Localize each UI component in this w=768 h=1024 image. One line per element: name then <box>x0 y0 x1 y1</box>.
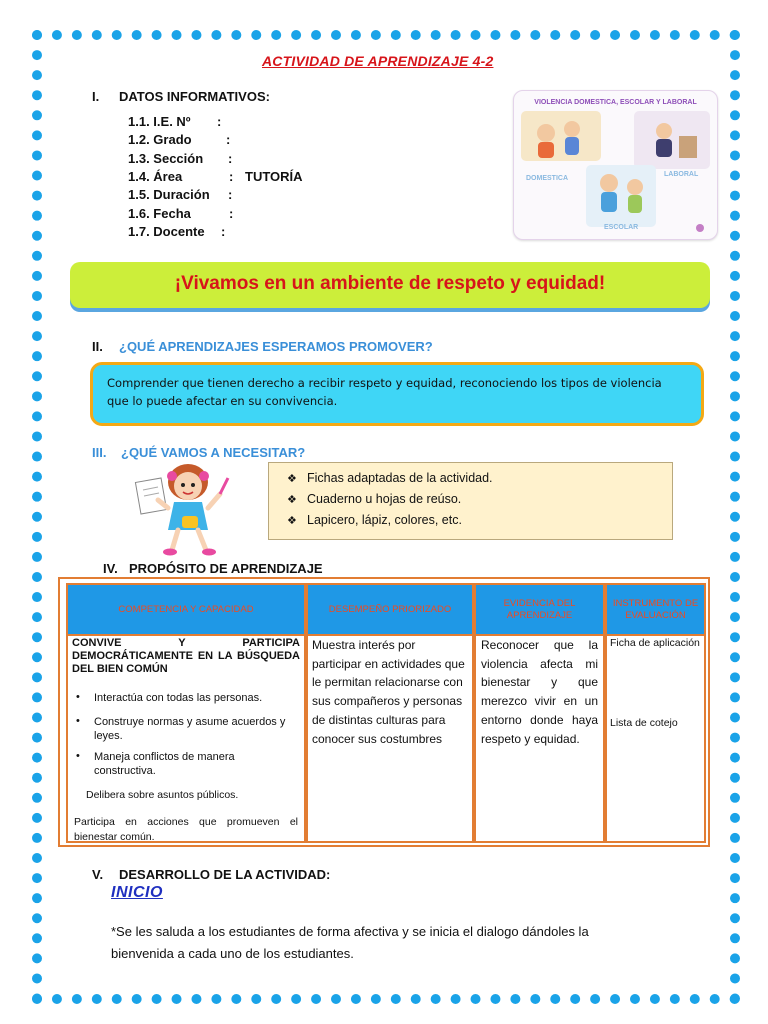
info-colon: : <box>221 224 226 239</box>
learning-goal-text: Comprender que tienen derecho a recibir respeto y equidad, reconociendo los tipos de violencia que lo puede afectar en su convivencia. <box>107 376 662 408</box>
illustration-caption: VIOLENCIA DOMESTICA, ESCOLAR Y LABORAL <box>534 99 697 106</box>
info-label: 1.4. Área <box>128 169 183 184</box>
purpose-table <box>58 577 710 847</box>
info-colon: : <box>229 206 234 221</box>
info-label: 1.2. Grado <box>128 132 192 147</box>
info-label: 1.3. Sección <box>128 151 204 166</box>
table-header-desempeno: DESEMPEÑO PRIORIZADO <box>306 583 474 636</box>
document-title: ACTIVIDAD DE APRENDIZAJE 4-2 <box>262 53 494 69</box>
girl-illustration <box>128 460 248 558</box>
participa-text: Participa en acciones que promueven el bienestar común. <box>74 816 298 843</box>
cell-instrumento <box>605 634 706 843</box>
section-2-number: II. <box>92 339 103 354</box>
materials-box <box>268 462 673 540</box>
section-4-number: IV. <box>103 561 118 576</box>
info-label: 1.7. Docente <box>128 224 205 239</box>
violence-types-illustration <box>513 90 718 240</box>
inicio-heading: INICIO <box>111 884 163 901</box>
learning-goal-box <box>90 362 704 426</box>
section-3-number: III. <box>92 445 107 460</box>
info-colon: : <box>226 132 231 147</box>
evidencia-text: Reconocer que la violencia afecta mi bienestar y que merezco vivir en un entorno donde haya respeto y equidad. <box>481 638 598 746</box>
list-item: ❖ Lapicero, lápiz, colores, etc. <box>287 513 462 527</box>
diamond-bullet-icon: ❖ <box>287 493 297 506</box>
table-header-competencia: COMPETENCIA Y CAPACIDAD <box>66 583 306 636</box>
capacidad-item: Interactúa con todas las personas. <box>94 692 263 704</box>
table-header-instrumento: INSTRUMENTO DE EVALUACIÓN <box>605 583 706 636</box>
inicio-paragraph: *Se les saluda a los estudiantes de forma afectiva y se inicia el dialogo dándoles la bienvenida a cada uno de los estudiantes. <box>111 924 589 961</box>
diamond-bullet-icon: ❖ <box>287 514 297 527</box>
bullet-icon: • <box>76 750 80 762</box>
info-value: TUTORÍA <box>245 169 303 184</box>
section-1-number: I. <box>92 89 100 104</box>
illustration-tag-escolar: ESCOLAR <box>604 224 639 231</box>
bullet-icon: • <box>76 715 80 727</box>
list-item: ❖ Cuaderno u hojas de reúso. <box>287 492 462 506</box>
section-3-title: ¿QUÉ VAMOS A NECESITAR? <box>121 445 306 460</box>
capacidad-item: Maneja conflictos de manera constructiva. <box>94 751 235 777</box>
info-colon: : <box>217 114 222 129</box>
activity-banner: ¡Vivamos en un ambiente de respeto y equidad! <box>70 262 710 308</box>
illustration-tag-laboral: LABORAL <box>664 171 699 178</box>
instrumento-ficha: Ficha de aplicación <box>610 637 700 649</box>
info-label: 1.5. Duración <box>128 187 210 202</box>
info-label: 1.6. Fecha <box>128 206 191 221</box>
info-label: 1.1. I.E. Nº <box>128 114 191 129</box>
competencia-title: CONVIVE Y PARTICIPA DEMOCRÁTICAMENTE EN LA BÚSQUEDA DEL BIEN COMÚN <box>72 637 300 675</box>
section-4-title: PROPÓSITO DE APRENDIZAJE <box>129 561 323 576</box>
desempeno-text: Muestra interés por participar en actividades que le permitan relacionarse con sus compañeros y personas de distintas culturas para conocer sus costumbres <box>312 638 465 746</box>
section-5-number: V. <box>92 867 104 882</box>
cell-desempeno <box>306 634 474 843</box>
capacidad-item: Construye normas y asume acuerdos y leyes. <box>94 716 286 742</box>
section-2-title: ¿QUÉ APRENDIZAJES ESPERAMOS PROMOVER? <box>119 339 433 354</box>
delibera-text: Delibera sobre asuntos públicos. <box>86 789 239 801</box>
info-colon: : <box>229 169 234 184</box>
list-item: ❖ Fichas adaptadas de la actividad. <box>287 471 493 485</box>
table-header-evidencia: EVIDENCIA DEL APRENDIZAJE <box>474 583 605 636</box>
info-colon: : <box>228 187 233 202</box>
cell-competencia <box>66 634 306 843</box>
illustration-tag-domestica: DOMESTICA <box>526 175 568 182</box>
instrumento-lista: Lista de cotejo <box>610 717 678 729</box>
section-1-title: DATOS INFORMATIVOS: <box>119 89 270 104</box>
section-5-title: DESARROLLO DE LA ACTIVIDAD: <box>119 867 331 882</box>
cell-evidencia <box>474 634 605 843</box>
illustration-art <box>514 91 717 239</box>
diamond-bullet-icon: ❖ <box>287 472 297 485</box>
bullet-icon: • <box>76 691 80 703</box>
info-colon: : <box>228 151 233 166</box>
